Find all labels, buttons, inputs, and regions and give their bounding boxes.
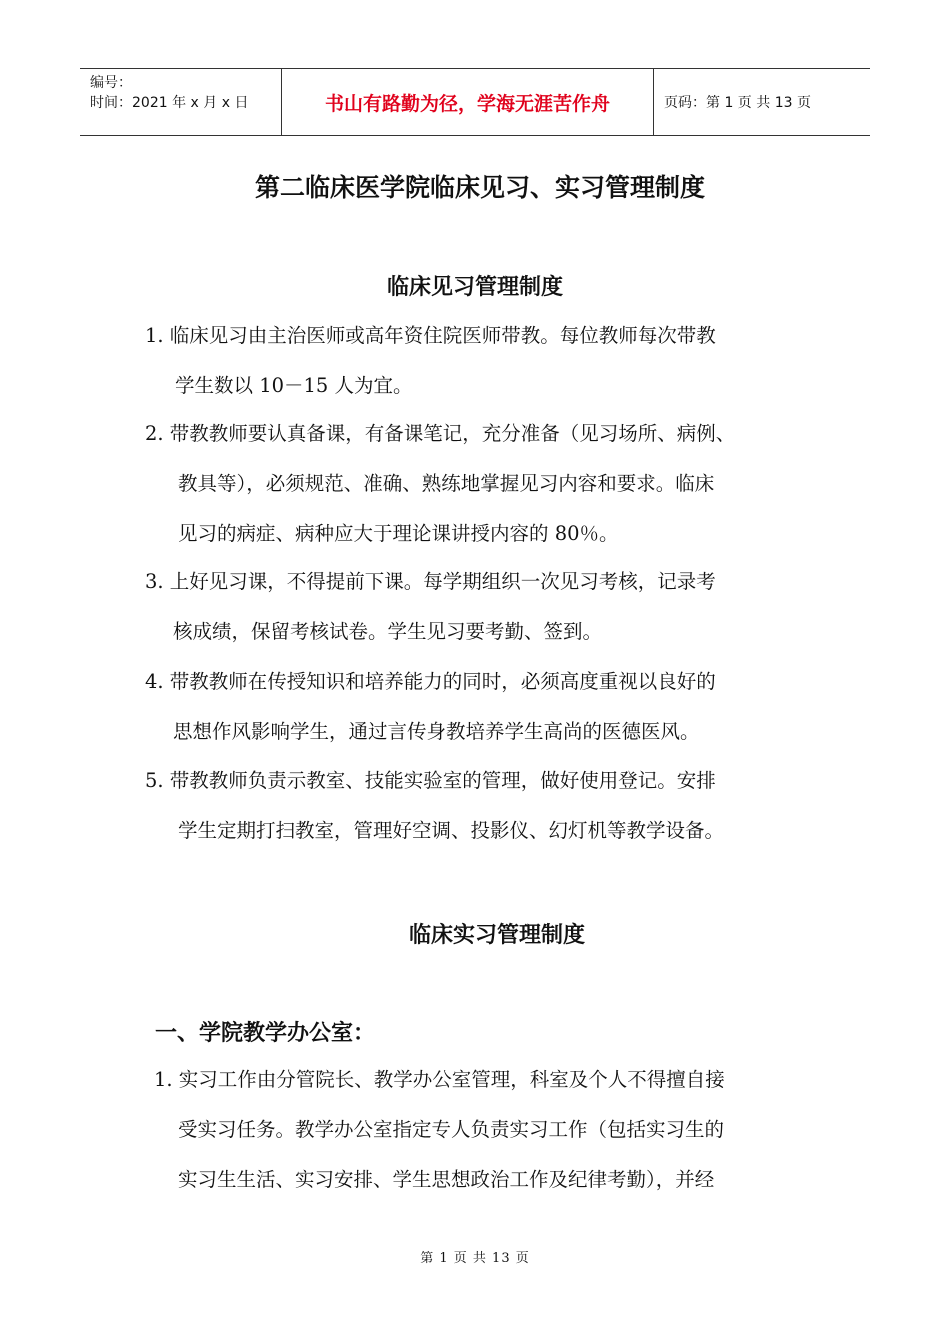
s1-item-1-line-2: 学生数以 10－15 人为宜。 [175,374,413,397]
s1-item-1-line-1: 1. 临床见习由主治医师或高年资住院医师带教。每位教师每次带教 [145,324,716,347]
s2-item-1-line-1: 1. 实习工作由分管院长、教学办公室管理，科室及个人不得擅自接 [154,1068,725,1091]
page-info: 页码：第 1 页 共 13 页 [664,95,811,111]
s2-item-1-line-3: 实习生生活、实习安排、学生思想政治工作及纪律考勤），并经 [178,1168,715,1191]
main-title: 第二临床医学院临床见习、实习管理制度 [254,173,705,202]
s1-item-5 [145,756,724,856]
section2-title: 临床实习管理制度 [408,923,585,948]
time-label: 时间：2021 年 x 月 x 日 [90,95,249,111]
s1-item-5-line-2: 学生定期打扫教室，管理好空调、投影仪、幻灯机等教学设备。 [178,819,725,842]
s1-item-4-line-2: 思想作风影响学生，通过言传身教培养学生高尚的医德医风。 [173,720,700,743]
s1-item-4-line-1: 4. 带教教师在传授知识和培养能力的同时，必须高度重视以良好的 [145,670,716,693]
s1-item-5-line-1: 5. 带教教师负责示教室、技能实验室的管理，做好使用登记。安排 [145,769,716,792]
s1-item-3 [145,557,716,657]
motto: 书山有路勤为径，学海无涯苦作舟 [282,69,654,135]
s1-item-2 [145,409,735,559]
s1-item-2-line-2: 教具等），必须规范、准确、熟练地掌握见习内容和要求。临床 [178,472,715,495]
s1-item-2-line-1: 2. 带教教师要认真备课，有备课笔记，充分准备（见习场所、病例、 [145,422,736,445]
s1-item-2-line-3: 见习的病症、病种应大于理论课讲授内容的 80％。 [178,522,619,545]
page-footer: 第 1 页 共 13 页 [420,1251,530,1266]
header-left-cell [80,69,282,135]
section2-head: 一、学院教学办公室： [155,1021,376,1046]
section1-title: 临床见习管理制度 [386,275,563,300]
s1-item-4 [145,657,716,757]
number-label: 编号： [90,75,132,91]
header-table [80,68,870,136]
s2-item-1-line-2: 受实习任务。教学办公室指定专人负责实习工作（包括实习生的 [178,1118,725,1141]
s1-item-3-line-1: 3. 上好见习课，不得提前下课。每学期组织一次见习考核，记录考 [145,570,716,593]
s2-item-1 [154,1055,725,1205]
s1-item-1 [145,311,716,411]
s1-item-3-line-2: 核成绩，保留考核试卷。学生见习要考勤、签到。 [173,620,603,643]
